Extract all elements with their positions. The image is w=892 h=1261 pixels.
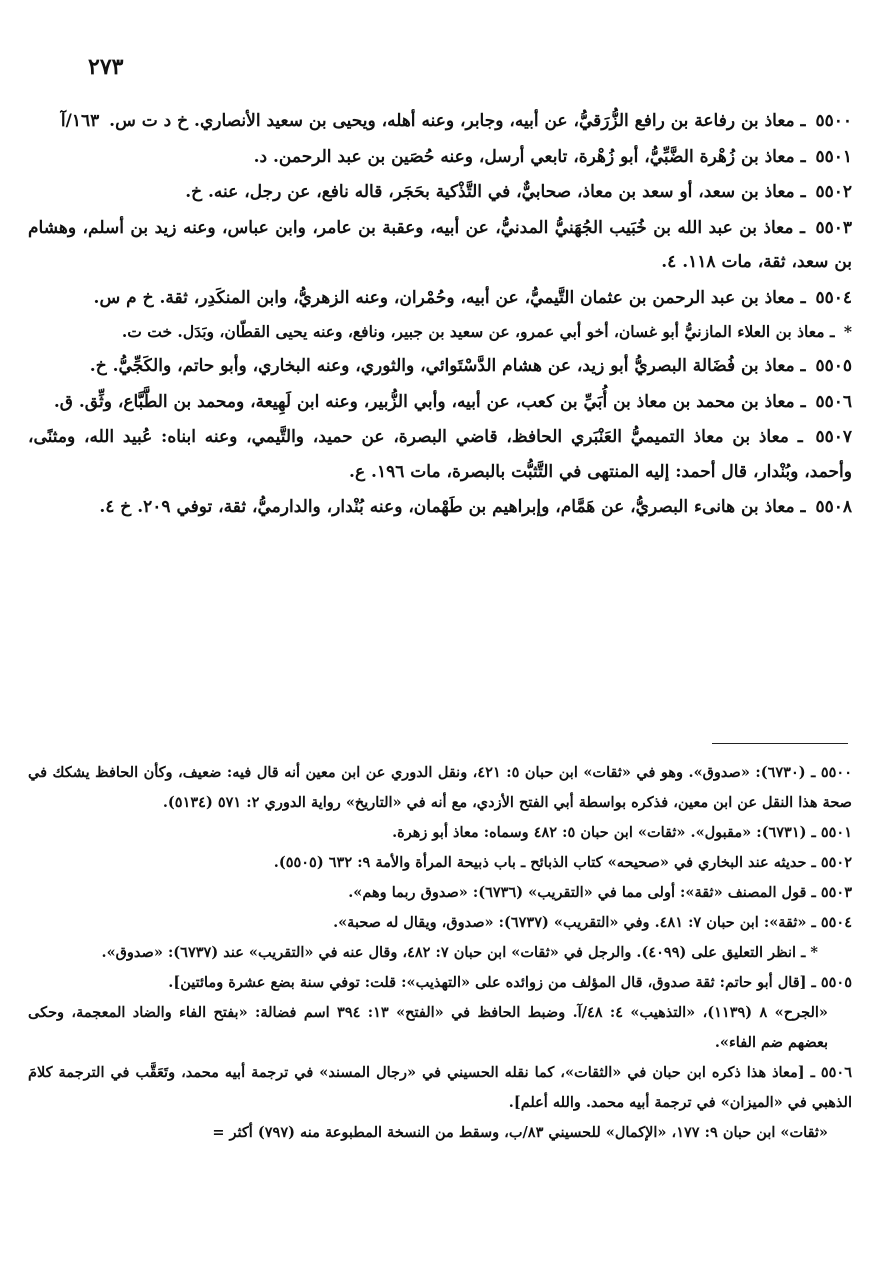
entry-5503 [28,211,852,280]
entry-text: ـ معاذ بن رفاعة بن رافع الزُّرَقيُّ، عن أبيه، وجابر، وعنه أهله، ويحيى بن سعيد الأنصاري. خ د ت س. [109,111,806,131]
entry-number: ٥٥٠٧ [815,427,852,447]
entry-5506 [28,385,852,420]
entry-5502 [28,175,852,210]
entry-number: ٥٥٠٠ [815,111,852,131]
entry-5507 [28,420,852,489]
entry-star-muadh-ibn-al-ala [28,316,852,348]
footnote-5502: ٥٥٠٢ ـ حديثه عند البخاري في «صحيحه» كتاب الذبائح ـ باب ذبيحة المرأة والأمة ٩: ٦٣٢ (٥٥٠٥). [273,854,852,871]
footnote-separator [712,743,848,744]
entry-text: ـ معاذ بن فُضَالة البصريُّ أبو زيد، عن هشام الدَّسْتَوائي، والثوري، وعنه البخاري، وأبو حاتم، والكَجِّيُّ. خ. [89,356,806,376]
page-number: ٢٧٣ [88,54,124,80]
entry-number: ٥٥٠٥ [815,356,852,376]
entry-text: ـ معاذ بن سعد، أو سعد بن معاذ، صحابيٌّ، في التَّذْكية بحَجَر، قاله نافع، عن رجل، عنه. خ. [185,182,806,202]
entry-number: ٥٥٠٦ [815,391,852,412]
footnote-star: * ـ انظر التعليق على (٤٠٩٩). والرجل في «ثقات» ابن حبان ٧: ٤٨٢، وقال عنه في «التقريب» عند (٦٧٣٧): «صدوق». [101,944,818,961]
main-text [28,104,852,526]
entry-text: ـ معاذ بن هانىء البصريُّ، عن هَمَّام، وإبراهيم بن طَهْمان، وعنه بُنْدار، والدارميُّ، ثقة، توفي ٢٠٩. خ ٤. [99,497,806,517]
footnote-5506: ٥٥٠٦ ـ [معاذ هذا ذكره ابن حبان في «الثقات»، كما نقله الحسيني في «رجال المسند» في ترجمة أبيه محمد، وتَعَقَّب في الترجمة كلامَ الذهبي في «الميزان» في ترجمة أبيه محمد. والله أعلم]. [28,1064,852,1111]
entry-text: ـ معاذ بن محمد بن معاذ بن أُبَيِّ بن كعب، عن أبيه، وأبي الزُّبير، وعنه ابن لَهِيعة، ومحمد بن الطَّبَّاع، وثِّق. ق. [53,391,806,412]
entry-star-marker: * [843,322,852,341]
footnote-5500: ٥٥٠٠ ـ (٦٧٣٠): «صدوق». وهو في «ثقات» ابن حبان ٥: ٤٢١، ونقل الدوري عن ابن معين أنه قال فيه: ضعيف، وكأن الحافظ يشكك في صحة هذا النقل عن ابن معين، فذكره بواسطة أبي الفتح الأزدي، مع أنه في «التاريخ» رواية الدوري ٢: ٥٧١ (٥١٣٤). [28,764,852,811]
footnotes [28,758,852,1148]
footnote-5504: ٥٥٠٤ ـ «ثقة»: ابن حبان ٧: ٤٨١. وفي «التقريب» (٦٧٣٧): «صدوق، ويقال له صحبة». [333,914,852,931]
footnote-5505: ٥٥٠٥ ـ [قال أبو حاتم: ثقة صدوق، قال المؤلف من زوائده على «التهذيب»: قلت: توفي سنة بضع عشرة ومائتين]. [168,974,852,991]
entry-text: ـ معاذ بن العلاء المازنيُّ أبو غسان، أخو أبي عمرو، عن سعيد بن جبير، ونافع، وعنه يحيى القطّان، وبَدَل. خت ت. [121,322,835,341]
footnote-5505-sources: «الجرح» ٨ (١١٣٩)، «التذهيب» ٤: ٤٨/آ. وضبط الحافظ في «الفتح» ١٣: ٣٩٤ اسم فضالة: «بفتح الفاء والضاد المعجمة، وحكى بعضهم ضم الفاء». [28,1004,828,1051]
entry-5501 [28,140,852,175]
footnote-5506-sources: «ثقات» ابن حبان ٩: ١٧٧، «الإكمال» للحسيني ٨٣/ب، وسقط من النسخة المطبوعة منه (٧٩٧) أكثر = [212,1124,828,1141]
entry-number: ٥٥٠٢ [815,182,852,202]
entry-5500 [28,104,852,139]
entry-text: ـ معاذ بن معاذ التميميُّ العَنْبَري الحافظ، قاضي البصرة، عن حميد، والتَّيمي، وعنه ابناه: عُبيد الله، ومثنًى، وأحمد، وبُنْدار، قال أحمد: إليه المنتهى في التَّثبُّت بالبصرة، مات ١٩٦. ع. [28,427,852,482]
entry-number: ٥٥٠٣ [815,217,852,238]
footnote-5501: ٥٥٠١ ـ (٦٧٣١): «مقبول». «ثقات» ابن حبان ٥: ٤٨٢ وسماه: معاذ أبو زهرة. [392,824,852,841]
entry-number: ٥٥٠١ [815,146,852,167]
entry-number: ٥٥٠٤ [815,287,852,308]
entry-text: ـ معاذ بن عبد الرحمن بن عثمان التَّيميُّ، عن أبيه، وحُمْران، وعنه الزهريُّ، وابن المنكَدِر، ثقة. خ م س. [93,287,806,308]
footnote-5503: ٥٥٠٣ ـ قول المصنف «ثقة»: أولى مما في «التقريب» (٦٧٣٦): «صدوق ربما وهم». [348,884,852,901]
entry-text: ـ معاذ بن زُهْرة الضَّبِّيُّ، أبو زُهْرة، تابعي أرسل، وعنه حُصَين بن عبد الرحمن. د. [253,146,806,167]
entry-5508 [28,490,852,525]
entry-number: ٥٥٠٨ [815,497,852,517]
entry-5505 [28,349,852,384]
entry-5504 [28,281,852,316]
manuscript-folio-marker: ١٦٣/آ [60,111,100,131]
entry-text: ـ معاذ بن عبد الله بن خُبَيب الجُهَنيُّ المدنيُّ، عن أبيه، وعقبة بن عامر، وابن عباس، وعنه زيد بن أسلم، وهشام بن سعد، ثقة، مات ١١٨. ٤. [28,217,852,272]
